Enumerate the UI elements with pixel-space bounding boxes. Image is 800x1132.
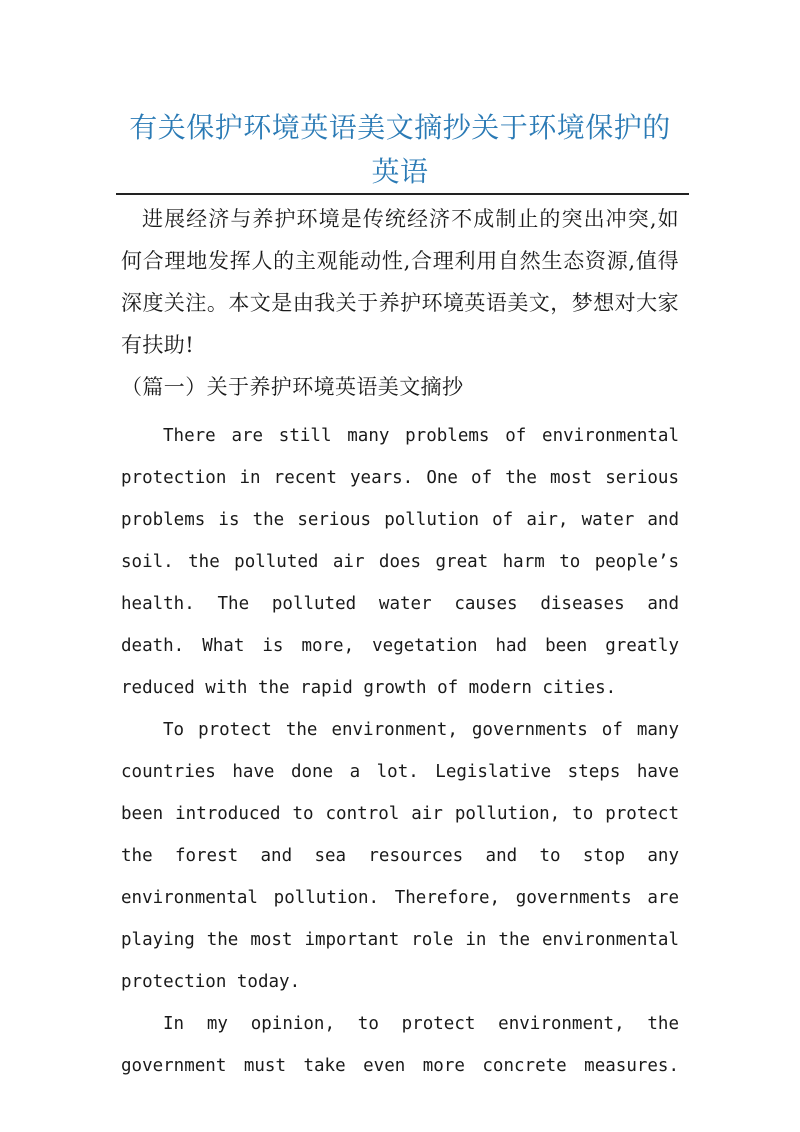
intro-paragraph: 进展经济与养护环境是传统经济不成制止的突出冲突,如何合理地发挥人的主观能动性,合理利用自然生态资源,值得深度关注。本文是由我关于养护环境英语美文，梦想对大家有扶助! (121, 207, 679, 357)
document-body (121, 198, 679, 1087)
body-paragraph: To protect the environment, governments of many countries have done a lot. Legislative steps have been introduced to control air pollution, to protect the forest and sea resources and to stop any environmental pollution. Therefore, governments are playing the most important role in the environmental protection today. (121, 720, 679, 992)
title-divider (116, 193, 689, 195)
document-title: 有关保护环境英语美文摘抄关于环境保护的英语 (129, 111, 671, 188)
body-paragraph: In my opinion, to protect environment, the government must take even more concrete measures. (121, 1014, 679, 1076)
section-heading: （篇一）关于养护环境英语美文摘抄 (121, 375, 464, 399)
body-paragraph: There are still many problems of environmental protection in recent years. One of the most serious problems is the serious pollution of air, water and soil. the polluted air does great harm to people’s health. The polluted water causes diseases and death. What is more, vegetation had been greatly reduced with the rapid growth of modern cities. (121, 426, 679, 698)
